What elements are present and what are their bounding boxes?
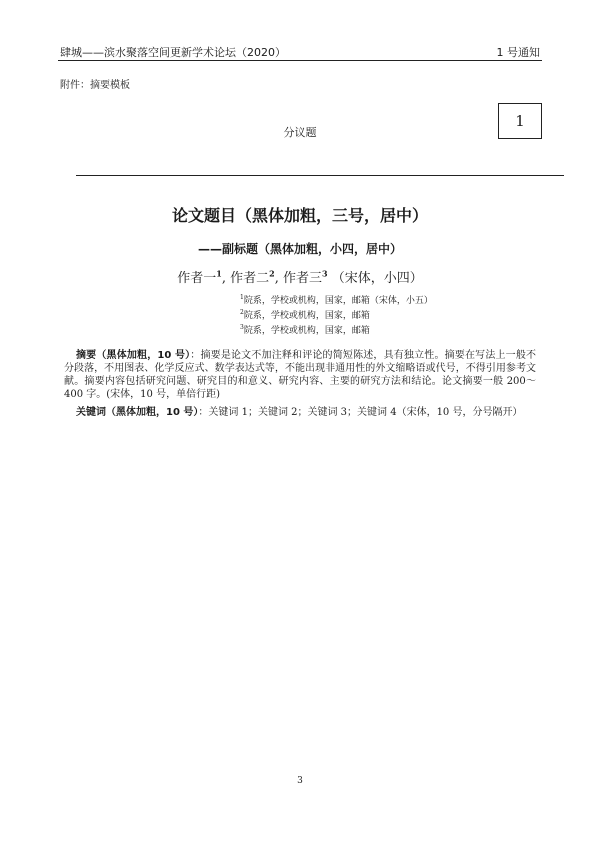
keywords-label: 关键词（黑体加粗，10 号） — [76, 407, 199, 418]
affiliation-text: 院系，学校或机构，国家，邮箱（宋体，小五） — [243, 296, 433, 306]
author-name: 作者一 — [177, 271, 217, 286]
session-label: 分议题 — [283, 126, 317, 139]
keywords-colon: ： — [198, 407, 209, 418]
attachment-label: 附件：摘要模板 — [60, 80, 130, 91]
header-title: 肆城——滨水聚落空间更新学术论坛（2020） — [60, 46, 286, 59]
session-number-box — [498, 103, 542, 139]
abstract-colon: ： — [190, 350, 201, 361]
author-line — [0, 267, 600, 286]
author-sup: 2 — [269, 268, 275, 279]
keywords-text: 关键词 1；关键词 2；关键词 3；关键词 4（宋体，10 号，分号隔开） — [208, 407, 523, 418]
affiliation-line — [240, 292, 433, 307]
affiliation-line — [240, 307, 433, 322]
affiliations — [240, 292, 433, 337]
author-sep: , — [221, 271, 226, 286]
abstract-text: 摘要是论文不加注释和评论的简短陈述，具有独立性。摘要在写法上一般不分段落，不用图表、化学反应式、数学表达式等，不能出现非通用性的外文缩略语或代号，不得引用参考文献。摘要内容包括研究问题、研究目的和意义、研究内容、主要的研究方法和结论。论文摘要一般 200～400 字。(宋体，10 号，单倍行距) — [64, 350, 537, 400]
abstract-paragraph — [64, 349, 536, 401]
paper-subtitle: ——副标题（黑体加粗，小四，居中） — [197, 242, 402, 256]
author-name: 作者二 — [230, 271, 270, 286]
affiliation-sup: 2 — [240, 309, 244, 316]
paper-title: 论文题目（黑体加粗，三号，居中） — [171, 206, 428, 225]
page-number: 3 — [297, 776, 303, 786]
affiliation-sup: 3 — [240, 324, 244, 331]
affiliation-line — [240, 322, 433, 337]
author-note: （宋体，小四） — [331, 271, 423, 286]
affiliation-text: 院系，学校或机构，国家，邮箱 — [243, 326, 370, 336]
keywords-paragraph — [64, 406, 536, 419]
affiliation-sup: 1 — [240, 294, 244, 301]
header-divider — [58, 60, 542, 61]
session-number: 1 — [515, 112, 525, 130]
author-name: 作者三 — [283, 271, 323, 286]
abstract-label: 摘要（黑体加粗，10 号） — [76, 350, 191, 361]
author-sup: 1 — [216, 268, 222, 279]
affiliation-text: 院系，学校或机构，国家，邮箱 — [243, 311, 370, 321]
header-notice: 1 号通知 — [496, 46, 540, 59]
author-sep: , — [274, 271, 279, 286]
section-divider — [76, 175, 564, 176]
author-sup: 3 — [322, 268, 328, 279]
